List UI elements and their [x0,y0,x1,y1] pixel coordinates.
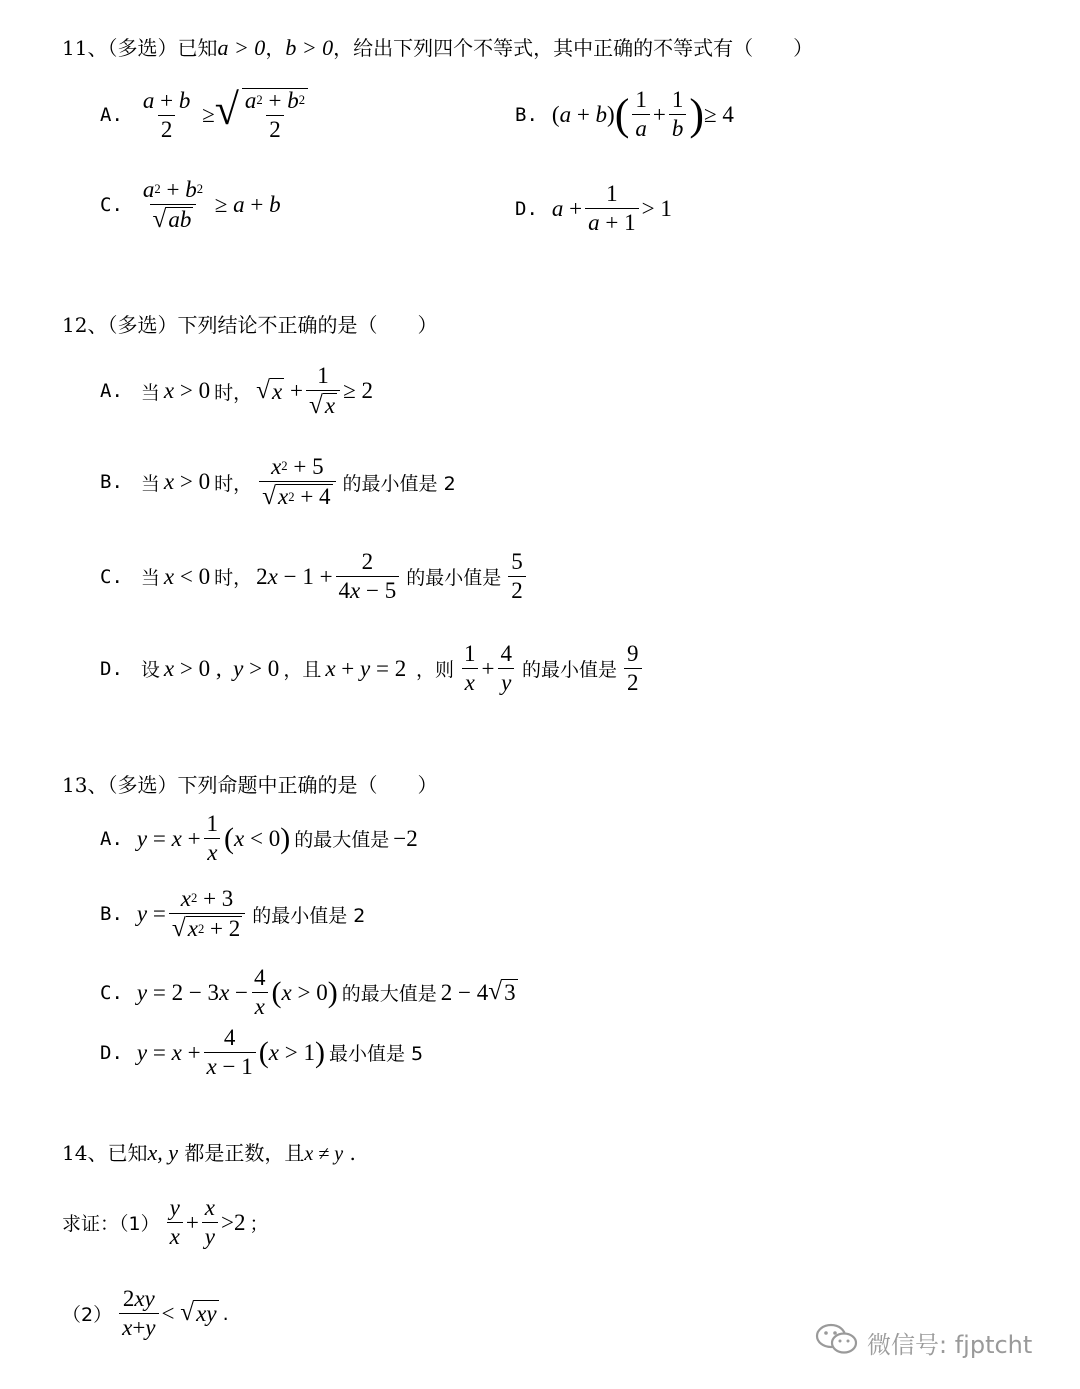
q14-part-1: 求证：（1） $\frac{y}{x}$ + $\frac{x}{y}$ >2 ； [62,1195,269,1250]
q13-a-formula: y = x + $\frac{1}{x}$ ( x < 0 ) [136,811,291,866]
q13-option-b: B. y = x 2 + 3 √ x 2 + 2 的最小值是 2 [100,886,366,943]
q13-option-a: A. y = x + $\frac{1}{x}$ ( x < 0 ) 的最大值是 −2 [100,811,418,866]
q11-option-d: D. a + 1 a + 1 > 1 [515,181,672,236]
q12-option-b: B. 当 x > 0 时， x 2 + 5 √ x 2 + 4 的最小值是 2 [100,454,456,511]
question-13-title: 13、（多选）下列命题中正确的是（ ） [62,773,438,797]
q11-option-c: C. a 2 + b 2 √ ab ≥ a + b [100,177,281,234]
question-12-title: 12、（多选）下列结论不正确的是（ ） [62,313,438,337]
q13-b-formula: y = x 2 + 3 √ x 2 + 2 [137,887,248,941]
q12-option-a: A. 当 x > 0 时， √ x + 1 √ x ≥ 2 [100,363,373,420]
q12-option-c: C. 当 x < 0 时， 2 x − 1 + 2 4 x − 5 的最小值是 $\frac{5}{2}$ [100,550,529,603]
watermark-text: 微信号: fjptcht [867,1330,1033,1359]
q13-c-formula: y = 2 − 3 x − $\frac{4}{x}$ ( x > 0 ) [136,965,338,1020]
q14-2-formula: 2 xy x + y < √ xy [116,1287,218,1340]
q11-option-b: B. ( a + b ) ( $\frac{1}{a}$ + $\frac{1}{b}$ ) ≥ 4 [515,87,734,142]
q13-option-c: C. y = 2 − 3 x − $\frac{4}{x}$ ( x > 0 ) 的最大值是 2 − 4 √ 3 [100,965,516,1020]
question-11-title: 11、（多选）已知 a > 0 ， b > 0 ，给出下列四个不等式，其中正确的不等式有（ ） [62,35,814,60]
wechat-icon [815,1322,867,1362]
q13-option-d: D. y = x + 4 x − 1 ( x > 1 ) 最小值是 5 [100,1025,424,1080]
q12-a-formula: √ x + 1 √ x ≥ 2 [256,363,373,420]
q14-1-formula: $\frac{y}{x}$ + $\frac{x}{y}$ >2 [164,1196,246,1249]
q12-d-formula: $\frac{1}{x}$ + $\frac{4}{y}$ [458,642,518,695]
q14-part-2: （2） 2 xy x + y < √ xy . [62,1286,229,1341]
q11-b-formula: ( a + b ) ( $\frac{1}{a}$ + $\frac{1}{b}$ ) ≥ 4 [551,87,734,142]
q11-d-formula: a + 1 a + 1 > 1 [551,181,672,236]
watermark [815,1322,1032,1362]
q12-b-formula: x 2 + 5 √ x 2 + 4 [256,455,338,509]
question-14-title: 14、已知 x, y 都是正数，且 x ≠ y . [62,1140,356,1165]
q12-option-d: D. 设 x > 0 , y > 0 ，且 x + y = 2 ，则 $\frac{1}{x}$ + $\frac{4}{y}$ 的最小值是 $\frac{9}{2}$ [100,642,645,695]
q11-c-formula: a 2 + b 2 √ ab ≥ a + b [142,177,281,234]
q11-a-formula: a + b 2 ≥ √ a 2 + b 2 2 [137,88,311,142]
q12-c-formula: 2 x − 1 + 2 4 x − 5 [256,550,402,603]
q11-option-a: A. a + b 2 ≥ √ a 2 + b 2 2 [100,88,311,142]
q13-d-formula: y = x + 4 x − 1 ( x > 1 ) [136,1025,325,1080]
